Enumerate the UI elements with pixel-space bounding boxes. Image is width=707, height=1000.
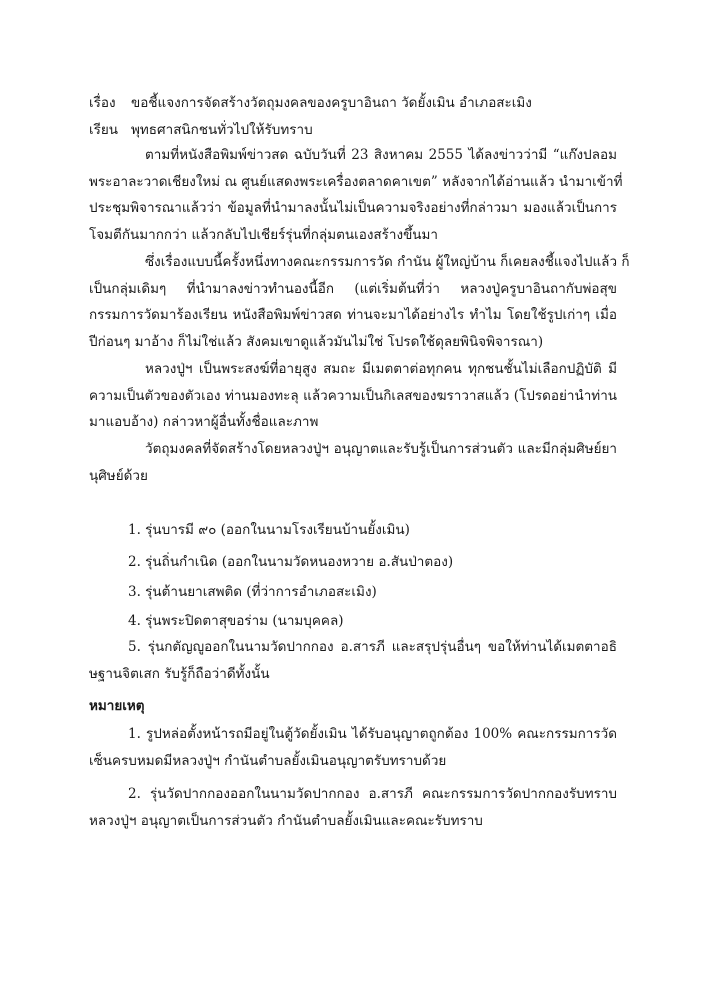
- paragraph-line: เป็นกลุ่มเดิมๆ ที่นำมาลงข่าวทำนองนี้อีก (แต่เริ่มต้นที่ว่า หลวงปู่ครูบาอินถากับพ่อสุข: [89, 280, 617, 297]
- paragraph-line: 5. รุ่นกตัญญูออกในนามวัดปากกอง อ.สารภี และสรุปรุ่นอื่นๆ ขอให้ท่านได้เมตตาอธิ: [128, 639, 617, 655]
- list-item: 2. รุ่นถิ่นกำเนิด (ออกในนามวัดหนองหวาย อ.สันป่าตอง): [128, 554, 454, 570]
- notes-heading: หมายเหตุ: [89, 698, 145, 714]
- recipient-label: เรียน: [89, 122, 119, 138]
- list-item-5: [89, 634, 617, 687]
- paragraph-line: ความเป็นตัวของตัวเอง ท่านมองทะลุ แล้วความเป็นกิเลสของฆราวาสแล้ว (โปรดอย่านำท่าน: [89, 387, 617, 404]
- paragraph-line: หลวงปู่ฯ อนุญาตเป็นการส่วนตัว กำนันตำบลยั้งเมินและคณะรับทราบ: [89, 812, 483, 829]
- paragraph-line: กรรมการวัดมาร้องเรียน หนังสือพิมพ์ข่าวสด ท่านจะมาได้อย่างไร ทำไม โดยใช้รูปเก่าๆ เมื่อ: [89, 307, 617, 324]
- recipient-text: พุทธศาสนิกชนทั่วไปให้รับทราบ: [131, 122, 313, 138]
- recipient-line: [89, 118, 313, 140]
- paragraph-line: ษฐานจิตเสก รับรู้ก็ถือว่าดีทั้งนั้น: [89, 665, 270, 682]
- paragraph-line: ประชุมพิจารณาแล้วว่า ข้อมูลที่นำมาลงนั้นไม่เป็นความจริงอย่างที่กล่าวมา มองแล้วเป็นการ: [89, 200, 617, 217]
- paragraph-amulets: [89, 436, 617, 489]
- paragraph-luang-pu: [89, 356, 617, 436]
- paragraph-line: 2. รุ่นวัดปากกองออกในนามวัดปากกอง อ.สารภี คณะกรรมการวัดปากกองรับทราบ: [128, 786, 617, 802]
- note-item-2: [89, 781, 617, 834]
- paragraph-line: เซ็นครบหมดมีหลวงปู่ฯ กำนันตำบลยั้งเมินอนุญาตรับทราบด้วย: [89, 752, 447, 769]
- paragraph-line: หลวงปู่ฯ เป็นพระสงฆ์ที่อายุสูง สมถะ มีเมตตาต่อทุกคน ทุกชนชั้นไม่เลือกปฏิบัติ มี: [145, 361, 617, 377]
- list-item: 3. รุ่นต้านยาเสพติด (ที่ว่าการอำเภอสะเมิง): [128, 584, 377, 600]
- paragraph-line: ปีก่อนๆ มาอ้าง ก็ไม่ใช่แล้ว สังคมเขาดูแล้วมันไม่ใช่ โปรดใช้ดุลยพินิจพิจารณา): [89, 333, 544, 350]
- paragraph-line: โจมตีกันมากกว่า แล้วกลับไปเชียร์รุ่นที่กลุ่มตนเองสร้างขึ้นมา: [89, 226, 439, 243]
- paragraph-line: ตามที่หนังสือพิมพ์ข่าวสด ฉบับวันที่ 23 สิงหาคม 2555 ได้ลงข่าวว่ามี “แก๊งปลอม: [145, 147, 617, 163]
- subject-line: [89, 91, 532, 113]
- subject-label: เรื่อง: [89, 95, 116, 111]
- paragraph-committee: [89, 249, 630, 355]
- paragraph-line: ซึ่งเรื่องแบบนี้ครั้งหนึ่งทางคณะกรรมการวัด กำนัน ผู้ใหญ่บ้าน ก็เคยลงชี้แจงไปแล้ว ก็: [145, 254, 630, 270]
- note-item-1: [89, 721, 617, 774]
- list-item: 4. รุ่นพระปิดตาสุขอร่าม (นามบุคคล): [128, 613, 344, 629]
- paragraph-line: วัตถุมงคลที่จัดสร้างโดยหลวงปู่ฯ อนุญาตและรับรู้เป็นการส่วนตัว และมีกลุ่มศิษย์ยา: [145, 441, 617, 457]
- paragraph-line: พระอาละวาดเชียงใหม่ ณ ศูนย์แสดงพระเครื่องตลาดคาเขต” หลังจากได้อ่านแล้ว นำมาเข้าที่: [89, 173, 623, 190]
- subject-text: ขอชี้แจงการจัดสร้างวัตถุมงคลของครูบาอินถา วัดยั้งเมิน อำเภอสะเมิง: [131, 95, 532, 111]
- list-item: 1. รุ่นบารมี ๙๐ (ออกในนามโรงเรียนบ้านยั้งเมิน): [128, 522, 410, 538]
- paragraph-news-report: [89, 142, 623, 248]
- paragraph-line: มาแอบอ้าง) กล่าวหาผู้อื่นทั้งชื่อและภาพ: [89, 414, 319, 431]
- paragraph-line: 1. รูปหล่อตั้งหน้ารถมีอยู่ในตู้วัดยั้งเมิน ได้รับอนุญาตถูกต้อง 100% คณะกรรมการวัด: [128, 726, 617, 742]
- paragraph-line: นุศิษย์ด้วย: [89, 467, 148, 484]
